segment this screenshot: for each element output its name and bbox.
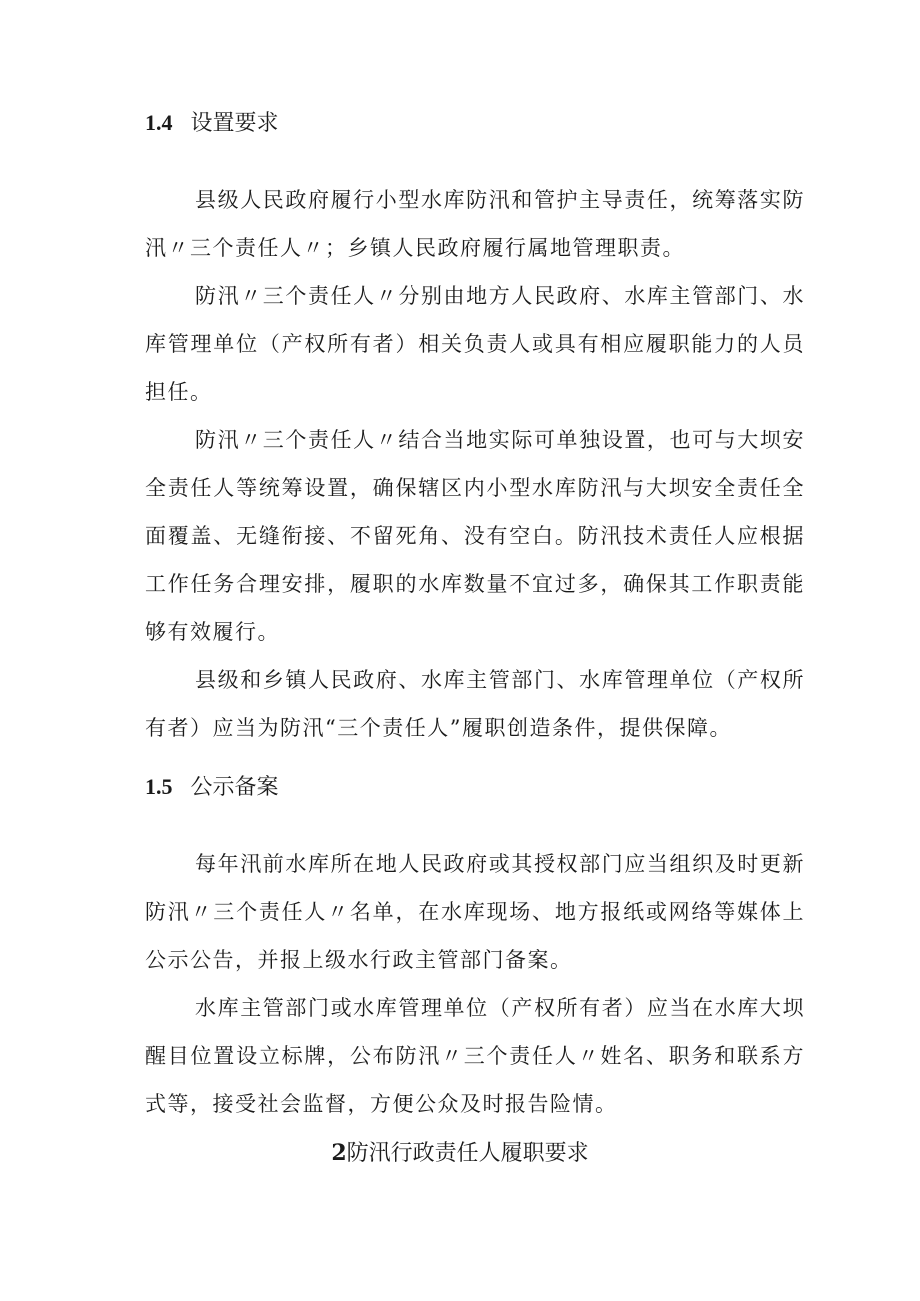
section-number: 1.5 xyxy=(145,774,173,799)
section-heading-1-4 xyxy=(145,108,279,139)
paragraph: 县级人民政府履行小型水库防汛和管护主导责任，统筹落实防汛〃三个责任人〃；乡镇人民政府履行属地管理职责。 xyxy=(145,188,805,260)
chapter-title: 防汛行政责任人履职要求 xyxy=(346,1141,589,1166)
section-number: 1.4 xyxy=(145,110,173,135)
paragraph: 防汛〃三个责任人〃分别由地方人民政府、水库主管部门、水库管理单位（产权所有者）相关负责人或具有相应履职能力的人员担任。 xyxy=(145,284,805,404)
section-title: 设置要求 xyxy=(190,111,279,136)
section-heading-1-5 xyxy=(145,772,279,803)
paragraph: 水库主管部门或水库管理单位（产权所有者）应当在水库大坝醒目位置设立标牌，公布防汛〃三个责任人〃姓名、职务和联系方式等，接受社会监督，方便公众及时报告险情。 xyxy=(145,996,805,1116)
paragraph: 每年汛前水库所在地人民政府或其授权部门应当组织及时更新防汛〃三个责任人〃名单，在水库现场、地方报纸或网络等媒体上公示公告，并报上级水行政主管部门备案。 xyxy=(145,852,805,972)
paragraph: 防汛〃三个责任人〃结合当地实际可单独设置，也可与大坝安全责任人等统筹设置，确保辖区内小型水库防汛与大坝安全责任全面覆盖、无缝衔接、不留死角、没有空白。防汛技术责任人应根据工作任务合理安排，履职的水库数量不宜过多，确保其工作职责能够有效履行。 xyxy=(145,428,805,644)
section-title: 公示备案 xyxy=(190,775,279,800)
paragraph: 县级和乡镇人民政府、水库主管部门、水库管理单位（产权所有者）应当为防汛“三个责任人”履职创造条件，提供保障。 xyxy=(145,668,805,740)
chapter-number: 2 xyxy=(331,1140,347,1166)
chapter-heading-2 xyxy=(0,1138,920,1169)
